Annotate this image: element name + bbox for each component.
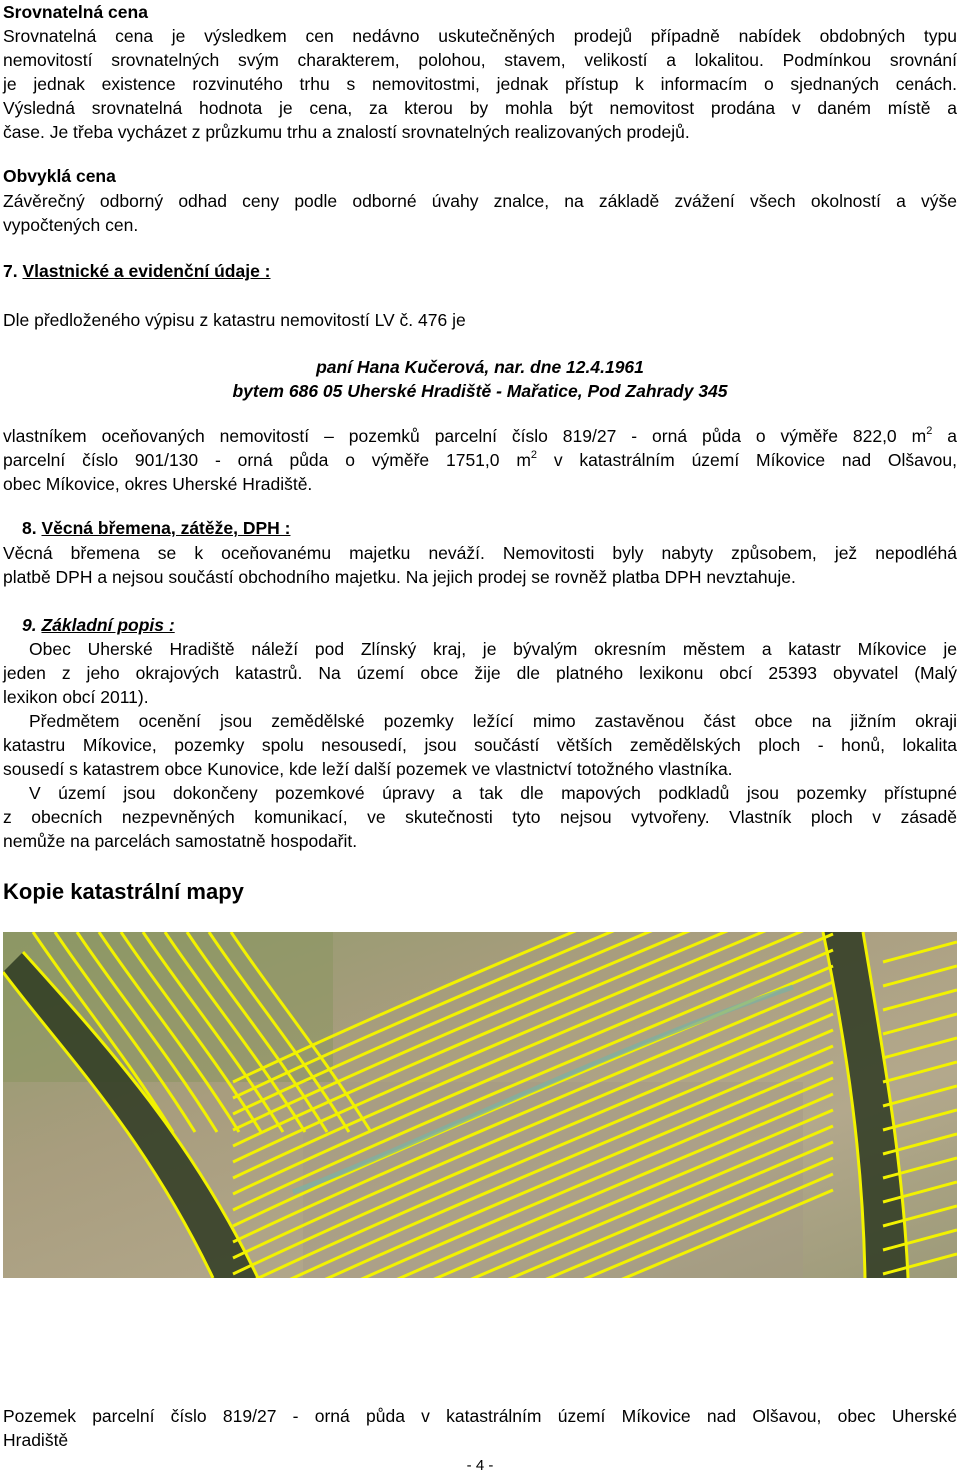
text-line: platbě DPH a nejsou součástí obchodního majetku. Na jejich prodej se rovněž platba DPH nevztahuje. xyxy=(3,567,796,587)
heading-section-9 xyxy=(22,613,960,637)
text-line: nemovitostí srovnatelných svým charakterem, polohou, stavem, velikostí a lokalitou. Podmínkou srovnání xyxy=(3,50,957,70)
cadastral-map-image xyxy=(3,932,957,1278)
text-line: katastru Míkovice, pozemky spolu nesousedí, jsou součástí větších zemědělských ploch - honů, lokalita xyxy=(3,735,957,755)
paragraph-9-2 xyxy=(3,709,957,781)
heading-srovnatelna: Srovnatelná cena xyxy=(3,2,148,22)
map-heading: Kopie katastrální mapy xyxy=(3,879,244,904)
section-7-intro: Dle předloženého výpisu z katastru nemovitostí LV č. 476 je xyxy=(3,310,466,330)
text-line: Hradiště xyxy=(3,1430,69,1450)
heading-obvykla: Obvyklá cena xyxy=(3,166,116,186)
paragraph-9-3 xyxy=(3,781,957,853)
text-line: Srovnatelná cena je výsledkem cen nedávno uskutečněných prodejů případně nabídek obdobných typu xyxy=(3,26,957,46)
paragraph-obvykla xyxy=(3,189,957,237)
superscript: 2 xyxy=(530,449,538,461)
text-line: Věcná břemena se k oceňovanému majetku neváží. Nemovitosti byly nabyty způsobem, jež nepodléhá xyxy=(3,543,957,563)
text-line: nemůže na parcelách samostatně hospodařit. xyxy=(3,831,358,851)
superscript: 2 xyxy=(926,425,933,437)
text-line: sousedí s katastrem obce Kunovice, kde leží další pozemek ve vlastnictví totožného vlastníka. xyxy=(3,759,733,779)
text-span: v katastrálním území Míkovice nad Olšavou, xyxy=(553,450,957,470)
text-line xyxy=(3,448,957,472)
text-line: z obecních nezpevněných komunikací, ve skutečnosti tyto nejsou vytvořeny. Vlastník ploch v zásadě xyxy=(3,807,957,827)
section-number: 9. xyxy=(22,615,37,635)
text-line: jeden z jeho okrajových katastrů. Na území obce žije dle platného lexikonu obcí 25393 obyvatel (Malý xyxy=(3,663,957,683)
text-line: čase. Je třeba vycházet z průzkumu trhu a znalostí srovnatelných realizovaných prodejů. xyxy=(3,122,690,142)
text-span: Předmětem ocenění jsou zemědělské pozemky ležící mimo zastavěnou část obce na jižním okraji xyxy=(29,711,957,731)
text-span: parcelní číslo 901/130 - orná půda o výměře 1751,0 m xyxy=(3,450,531,470)
owner-address: bytem 686 05 Uherské Hradiště - Mařatice, Pod Zahrady 345 xyxy=(232,381,728,401)
text-span: vlastníkem oceňovaných nemovitostí – pozemků parcelní číslo 819/27 - orná půda o výměře 822,0 m xyxy=(3,426,927,446)
paragraph-9-1 xyxy=(3,637,957,709)
text-span: a xyxy=(947,426,957,446)
text-line: Závěrečný odborný odhad ceny podle odborné úvahy znalce, na základě zvážení všech okolností a výše xyxy=(3,191,957,211)
heading-section-8 xyxy=(22,516,960,540)
text-line: obec Míkovice, okres Uherské Hradiště. xyxy=(3,474,313,494)
text-line: vypočtených cen. xyxy=(3,215,139,235)
text-line xyxy=(3,709,957,733)
text-line: lexikon obcí 2011). xyxy=(3,687,149,707)
text-line: Pozemek parcelní číslo 819/27 - orná půda v katastrálním území Míkovice nad Olšavou, obec Uherské xyxy=(3,1406,957,1426)
text-span: Obec Uherské Hradiště náleží pod Zlínský kraj, je bývalým okresním městem a katastr Míkovice je xyxy=(29,639,957,659)
paragraph-section-8 xyxy=(3,541,957,589)
section-title: Věcná břemena, zátěže, DPH : xyxy=(41,518,291,538)
text-line: je jednak existence rozvinutého trhu s nemovitostmi, jednak přístup k informacím o sjednaných cenách. xyxy=(3,74,957,94)
page-number: - 4 - xyxy=(466,1457,494,1474)
text-line xyxy=(3,424,957,448)
section-number: 7. xyxy=(3,261,18,281)
ownership-paragraph xyxy=(3,424,957,496)
heading-section-7 xyxy=(3,259,957,283)
owner-name: paní Hana Kučerová, nar. dne 12.4.1961 xyxy=(316,357,644,377)
section-title: Základní popis : xyxy=(41,615,175,635)
section-title: Vlastnické a evidenční údaje : xyxy=(22,261,271,281)
map-caption xyxy=(3,1404,957,1452)
text-line xyxy=(3,637,957,661)
text-span: V území jsou dokončeny pozemkové úpravy a tak dle mapových podkladů jsou pozemky přístupné xyxy=(29,783,957,803)
text-line: Výsledná srovnatelná hodnota je cena, za kterou by mohla být nemovitost prodána v daném místě a xyxy=(3,98,957,118)
paragraph-srovnatelna xyxy=(3,24,957,144)
text-line xyxy=(3,781,957,805)
section-number: 8. xyxy=(22,518,37,538)
